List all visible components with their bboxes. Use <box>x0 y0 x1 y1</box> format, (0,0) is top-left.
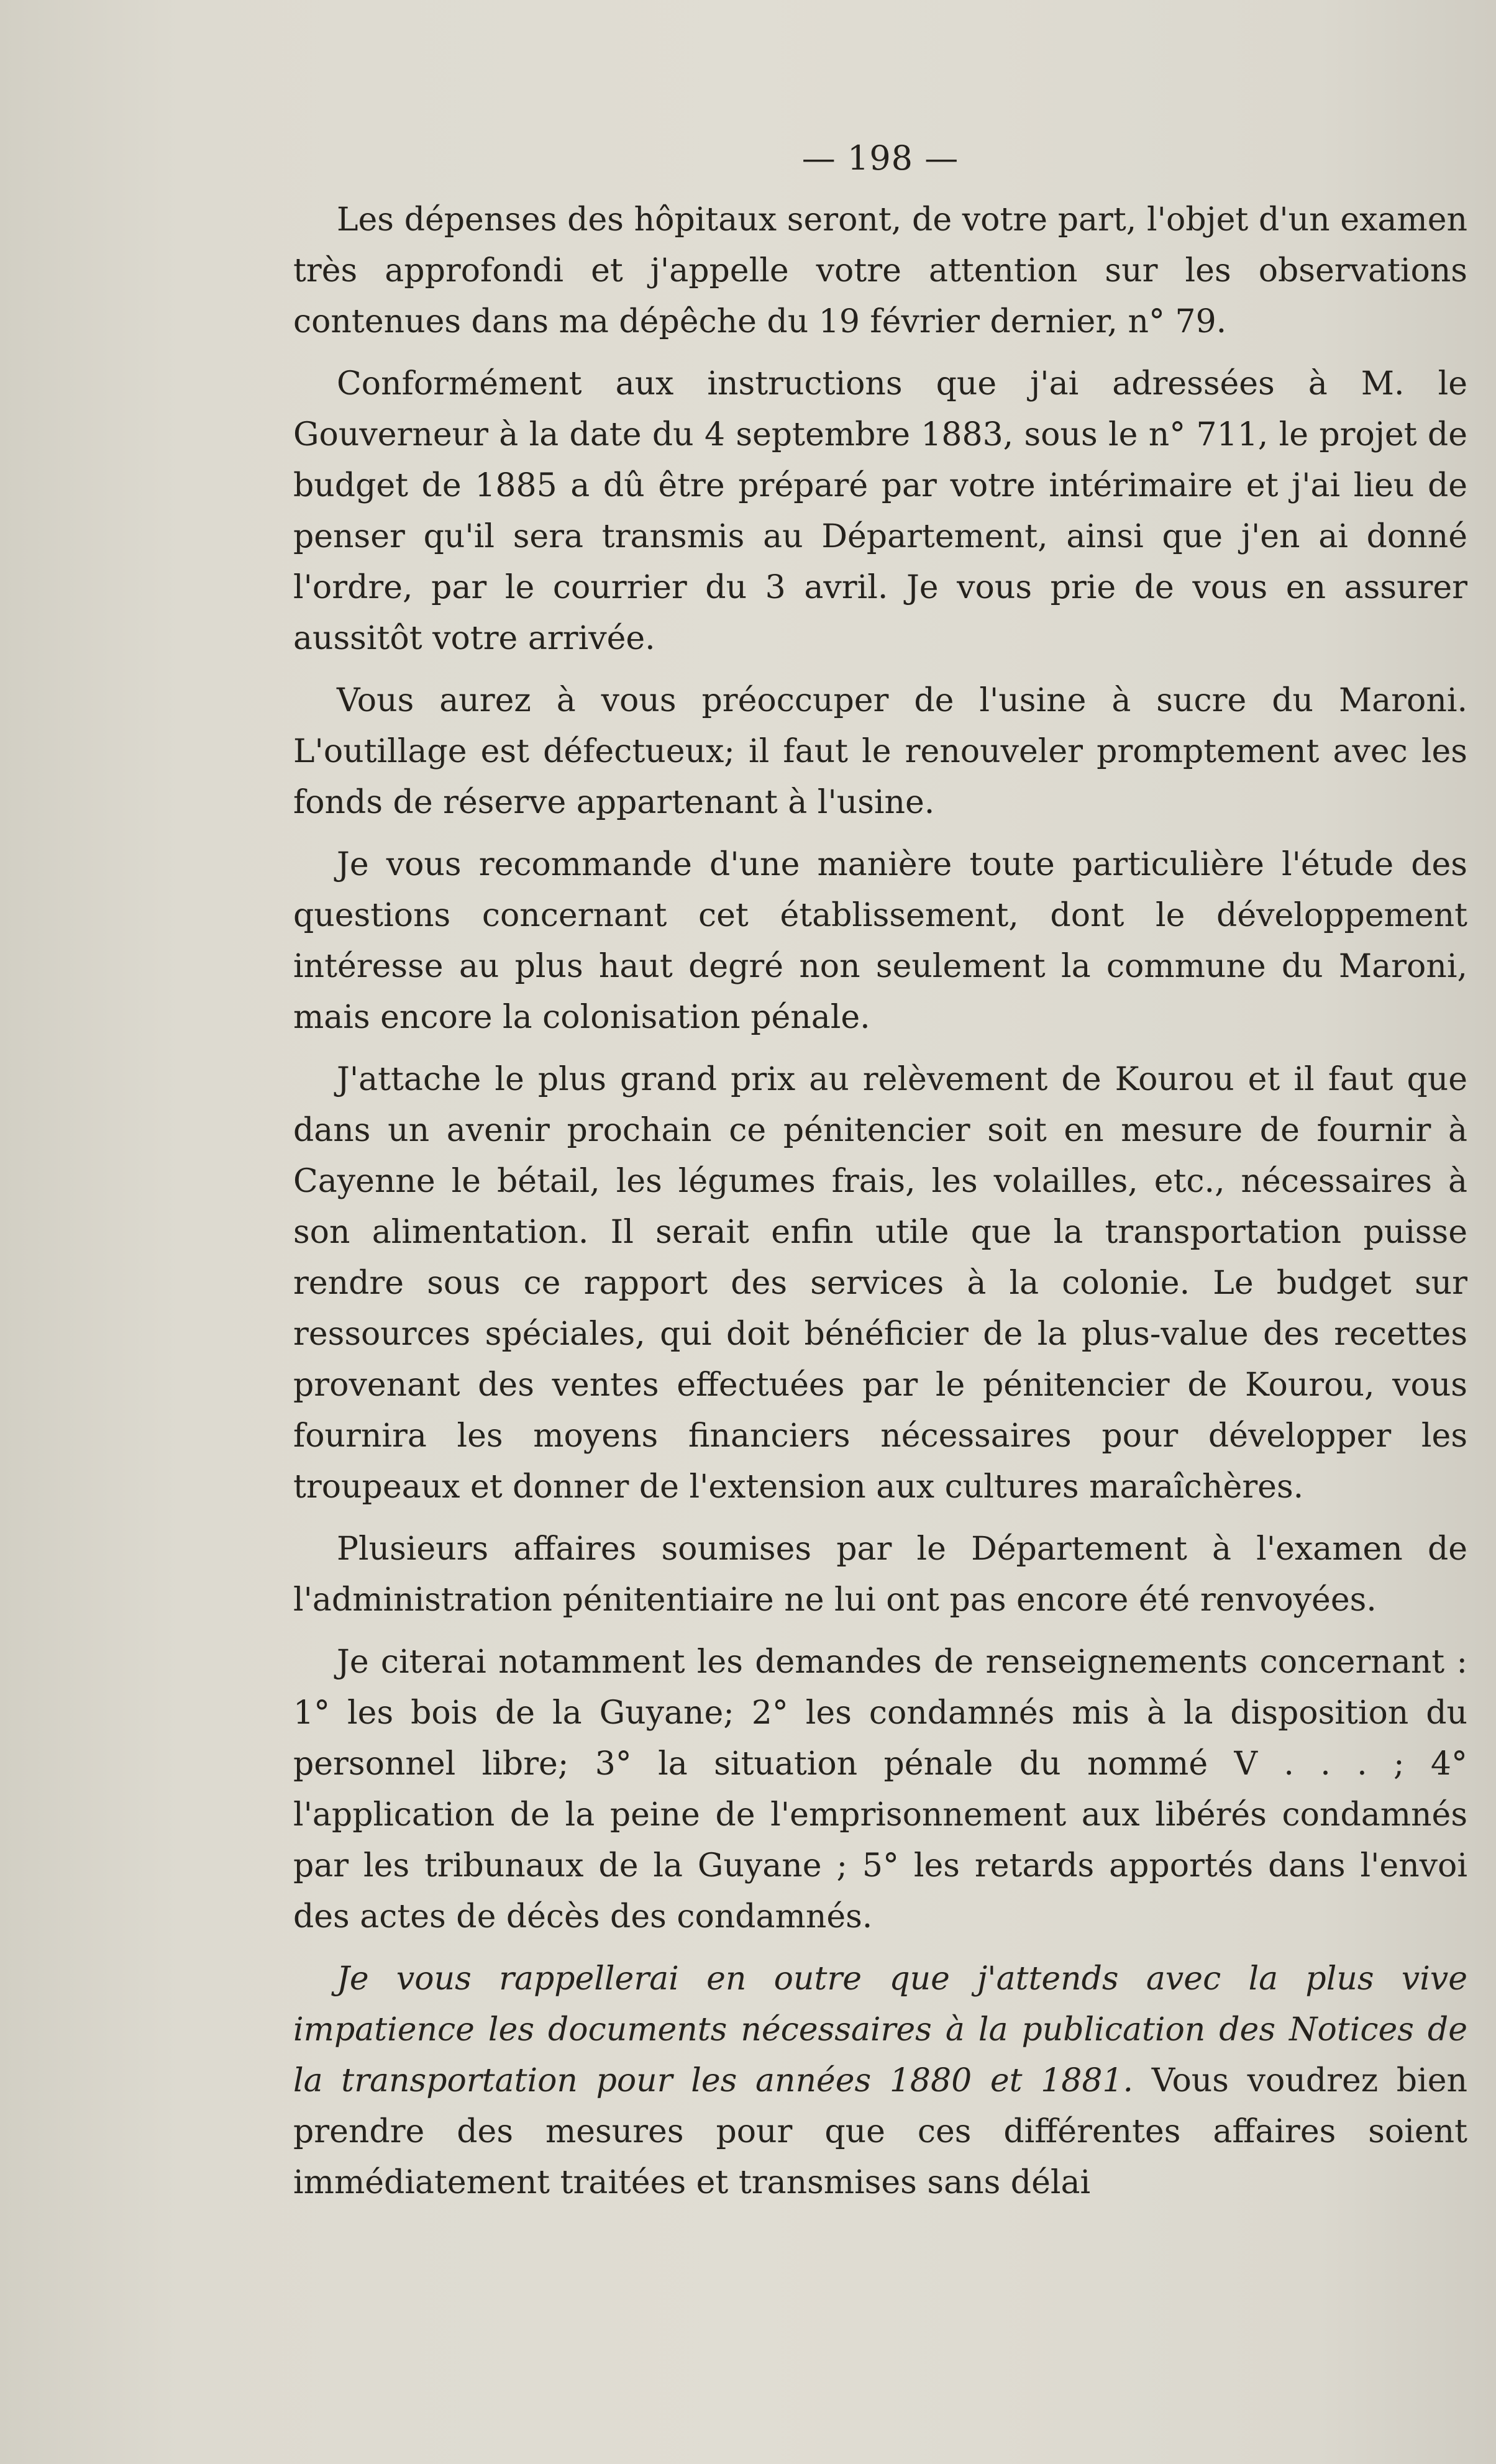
paragraph-kourou: J'attache le plus grand prix au relèvement de Kourou et il faut que dans un avenir prochain ce pénitencier soit en mesure de fournir à Cayenne le bétail, les légumes frais, les volailles, etc., nécessaires à son alimentation. Il serait enfin utile que la transportation puisse rendre sous ce rapport des services à la colonie. Le budget sur ressources spéciales, qui doit bénéficier de la plus-value des recettes provenant des ventes effectuées par le pénitencier de Kourou, vous fournira les moyens financiers nécessaires pour développer les troupeaux et donner de l'extension aux cultures maraîchères. <box>293 1061 1467 1506</box>
paragraph-pending-affairs: Plusieurs affaires soumises par le Département à l'examen de l'administration pénitentiaire ne lui ont pas encore été renvoyées. <box>293 1530 1467 1619</box>
paragraph-hospital-expenses: Les dépenses des hôpitaux seront, de votre part, l'objet d'un examen très approfondi et j'appelle votre attention sur les observations contenues dans ma dépêche du 19 février dernier, n° 79. <box>293 201 1467 340</box>
paragraph-information-requests: Je citerai notamment les demandes de renseignements concernant : 1° les bois de la Guyane; 2° les condamnés mis à la disposition du personnel libre; 3° la situation pénale du nommé V . . . ; 4° l'application de la peine de l'emprisonnement aux libérés condamnés par les tribunaux de la Guyane ; 5° les retards apportés dans l'envoi des actes de décès des condamnés. <box>293 1643 1467 1935</box>
paragraph-notices-transportation <box>293 1953 1467 2208</box>
page-number: — 198 — <box>801 139 959 178</box>
paragraph-establishment-study: Je vous recommande d'une manière toute particulière l'étude des questions concernant cet établissement, dont le développement intéresse au plus haut degré non seulement la commune du Maroni, mais encore la colonisation pénale. <box>293 846 1467 1036</box>
paragraph-budget-1885: Conformément aux instructions que j'ai adressées à M. le Gouverneur à la date du 4 septembre 1883, sous le n° 711, le projet de budget de 1885 a dû être préparé par votre intérimaire et j'ai lieu de penser qu'il sera transmis au Département, ainsi que j'en ai donné l'ordre, par le courrier du 3 avril. Je vous prie de vous en assurer aussitôt votre arrivée. <box>293 365 1467 657</box>
paragraph-continuation: Vous voudrez bien prendre des mesures pour que ces différentes affaires soient immédiatement traitées et transmises sans délai <box>293 2062 1467 2201</box>
paragraph-sugar-factory: Vous aurez à vous préoccuper de l'usine à sucre du Maroni. L'outillage est défectueux; il faut le renouveler promptement avec les fonds de réserve appartenant à l'usine. <box>293 682 1467 821</box>
italic-sentence: Je vous rappellerai en outre que j'attends avec la plus vive impatience les documents nécessaires à la publication des Notices de la transportation pour les années 1880 et 1881. <box>293 1960 1467 2099</box>
page-text-block <box>293 140 1467 2219</box>
